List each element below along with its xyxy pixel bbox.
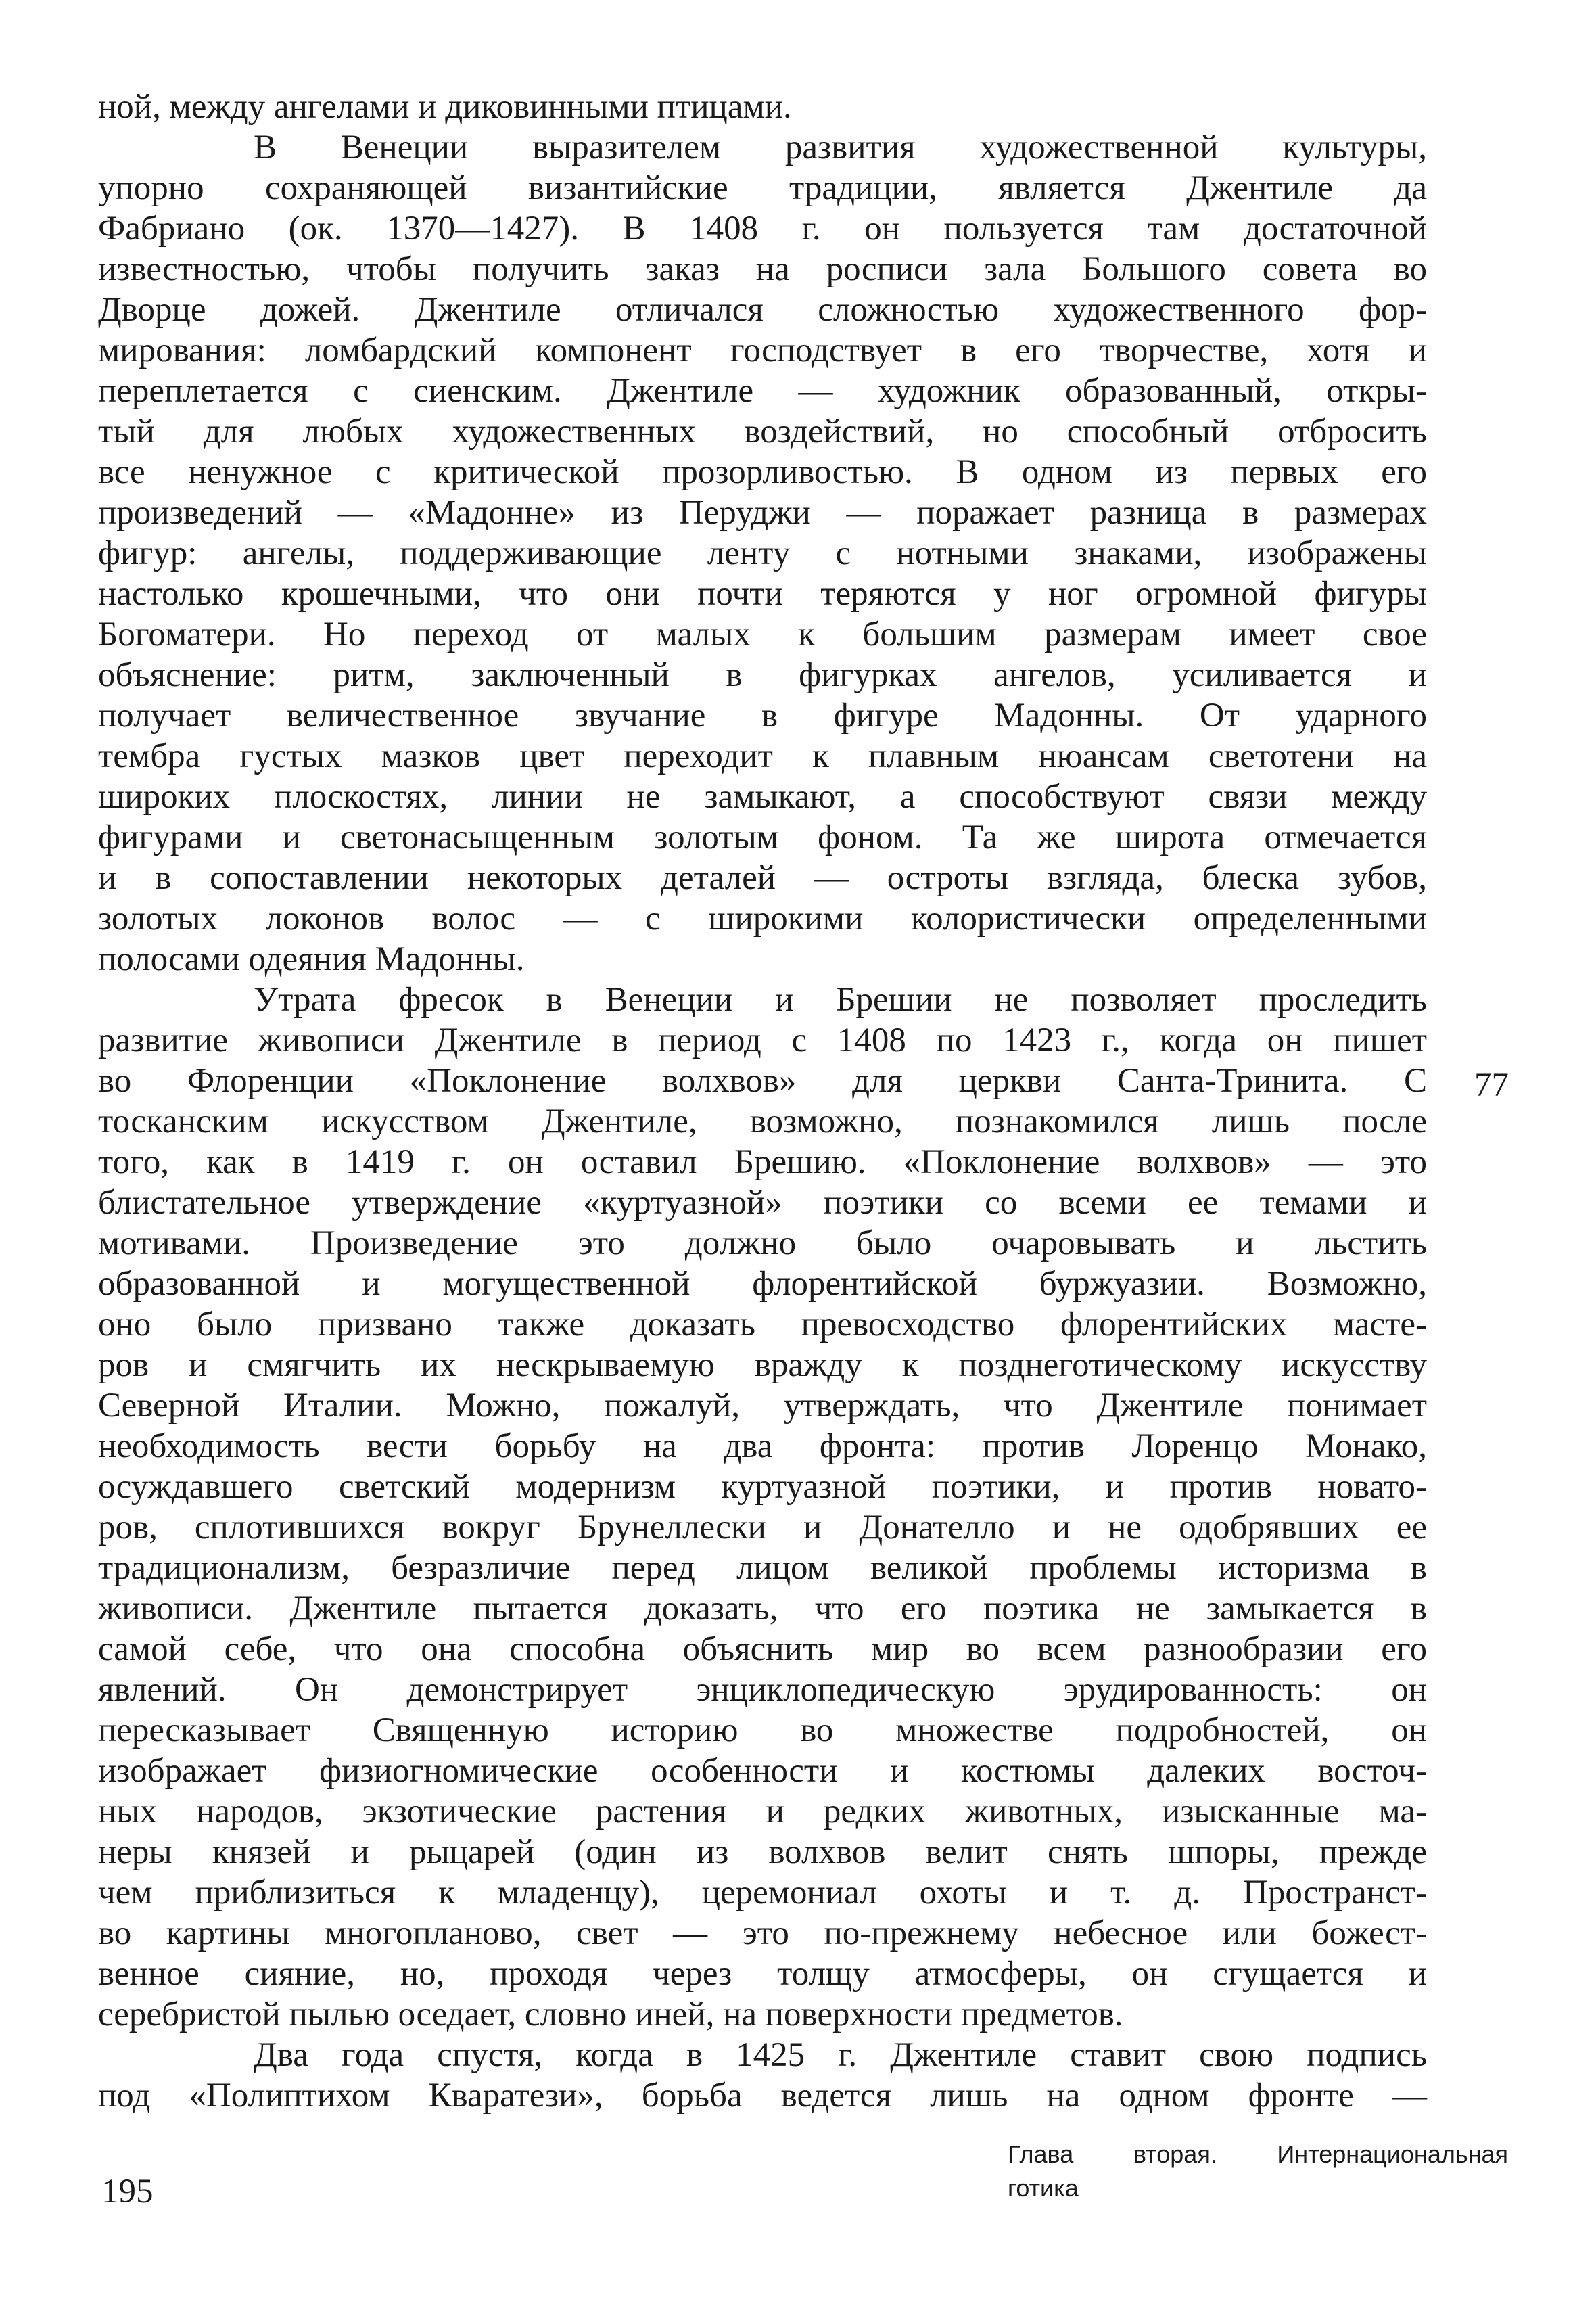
text-line: Богоматери. Но переход от малых к большим размерам имеет свое [98, 616, 1427, 653]
text-line: Дворце дожей. Джентиле отличался сложностью художественного фор- [98, 291, 1427, 329]
text-line: того, как в 1419 г. он оставил Брешию. «Поклонение волхвов» — это [98, 1143, 1427, 1181]
text-line: тембра густых мазков цвет переходит к плавным нюансам светотени на [98, 737, 1427, 775]
text-line: блистательное утверждение «куртуазной» поэтики со всеми ее темами и [98, 1184, 1427, 1222]
text-line: явлений. Он демонстрирует энциклопедическую эрудированность: он [98, 1671, 1427, 1709]
text-line: произведений — «Мадонне» из Перуджи — поражает разница в размерах [98, 494, 1427, 532]
text-line: мирования: ломбардский компонент господствует в его творчестве, хотя и [98, 331, 1427, 369]
text-line: ных народов, экзотические растения и редких животных, изысканные ма- [98, 1793, 1427, 1830]
text-line: образованной и могущественной флорентийской буржуазии. Возможно, [98, 1265, 1427, 1303]
text-line: пересказывает Священную историю во множестве подробностей, он [98, 1711, 1427, 1749]
text-line: золотых локонов волос — с широкими колористически определенными [98, 900, 1427, 938]
text-line: известностью, чтобы получить заказ на росписи зала Большого совета во [98, 250, 1427, 288]
text-line: неры князей и рыцарей (один из волхвов велит снять шпоры, прежде [98, 1833, 1427, 1871]
text-line: под «Полиптихом Кваратези», борьба ведется лишь на одном фронте — [98, 2077, 1427, 2115]
text-line: упорно сохраняющей византийские традиции, является Джентиле да [98, 169, 1427, 207]
text-line: необходимость вести борьбу на два фронта: против Лоренцо Монако, [98, 1427, 1427, 1465]
running-head-line: готика [1008, 2174, 1079, 2202]
text-line: Утрата фресок в Венеции и Брешии не позволяет проследить [254, 981, 1427, 1019]
text-line: фигур: ангелы, поддерживающие ленту с нотными знаками, изображены [98, 534, 1427, 572]
text-line: тосканским искусством Джентиле, возможно, познакомился лишь после [98, 1103, 1427, 1140]
text-line: традиционализм, безразличие перед лицом великой проблемы историзма в [98, 1549, 1427, 1587]
text-line: мотивами. Произведение это должно было очаровывать и льстить [98, 1224, 1427, 1262]
text-line: все ненужное с критической прозорливостью. В одном из первых его [98, 453, 1427, 491]
text-line: и в сопоставлении некоторых деталей — остроты взгляда, блеска зубов, [98, 859, 1427, 897]
text-line: фигурами и светонасыщенным золотым фоном. Та же широта отмечается [98, 818, 1427, 856]
text-line: настолько крошечными, что они почти теряются у ног огромной фигуры [98, 575, 1427, 613]
text-line: широких плоскостях, линии не замыкают, а способствуют связи между [98, 778, 1427, 816]
text-line: ров, сплотившихся вокруг Брунеллески и Донателло и не одобрявших ее [98, 1508, 1427, 1546]
text-line: В Венеции выразителем развития художественной культуры, [254, 129, 1427, 166]
text-line: полосами одеяния Мадонны. [98, 940, 525, 978]
text-line: осуждавшего светский модернизм куртуазной поэтики, и против новато- [98, 1468, 1427, 1506]
text-line: развитие живописи Джентиле в период с 1408 по 1423 г., когда он пишет [98, 1021, 1427, 1059]
text-line: во картины многопланово, свет — это по-прежнему небесное или божест- [98, 1914, 1427, 1952]
text-line: Фабриано (ок. 1370—1427). В 1408 г. он пользуется там достаточной [98, 210, 1427, 248]
text-line: венное сияние, но, проходя через толщу атмосферы, он сгущается и [98, 1955, 1427, 1993]
text-line: живописи. Джентиле пытается доказать, что его поэтика не замыкается в [98, 1590, 1427, 1628]
text-line: изображает физиогномические особенности и костюмы далеких восточ- [98, 1752, 1427, 1790]
text-line: Два года спустя, когда в 1425 г. Джентиле ставит свою подпись [254, 2036, 1427, 2074]
text-line: ной, между ангелами и диковинными птицами. [98, 88, 792, 126]
text-line: чем приблизиться к младенцу), церемониал охоты и т. д. Пространст- [98, 1874, 1427, 1912]
text-line: во Флоренции «Поклонение волхвов» для церкви Санта-Тринита. С [98, 1062, 1427, 1100]
text-line: переплетается с сиенским. Джентиле — художник образованный, откры- [98, 372, 1427, 410]
text-line: тый для любых художественных воздействий, но способный отбросить [98, 413, 1427, 451]
text-line: ров и смягчить их нескрываемую вражду к позднеготическому искусству [98, 1346, 1427, 1384]
text-line: оно было призвано также доказать превосходство флорентийских масте- [98, 1306, 1427, 1343]
margin-figure-reference: 77 [1474, 1066, 1509, 1104]
text-line: серебристой пылью оседает, словно иней, на поверхности предметов. [98, 1995, 1123, 2033]
running-head [1008, 2138, 1508, 2205]
text-line: получает величественное звучание в фигуре Мадонны. От ударного [98, 697, 1427, 735]
text-line: Северной Италии. Можно, пожалуй, утверждать, что Джентиле понимает [98, 1387, 1427, 1425]
text-line: самой себе, что она способна объяснить мир во всем разнообразии его [98, 1630, 1427, 1668]
page-number: 195 [101, 2173, 154, 2211]
running-head-line: Глава вторая. Интернациональная [1008, 2140, 1508, 2168]
text-line: объяснение: ритм, заключенный в фигурках ангелов, усиливается и [98, 656, 1427, 694]
